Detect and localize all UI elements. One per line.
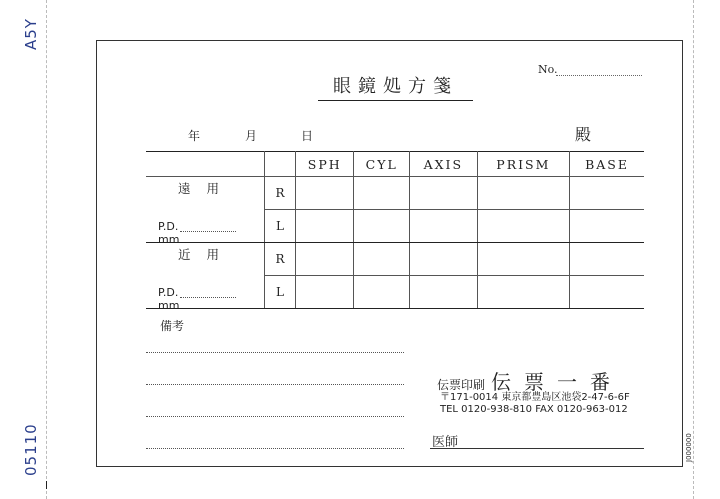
column-header-cyl: CYL (354, 152, 410, 177)
addressee-label: 殿 (575, 125, 592, 144)
form-title: 眼鏡処方箋 (318, 72, 473, 101)
right-margin (693, 0, 695, 499)
near-pd-field[interactable] (158, 286, 258, 312)
column-header-prism: PRISM (477, 152, 569, 177)
near-pd-cell (146, 276, 265, 312)
distance-r-sph-field[interactable] (296, 177, 354, 210)
remarks-line-2[interactable] (146, 384, 404, 385)
issuer-name: 伝票一番 (491, 370, 624, 394)
doctor-signature-field[interactable] (430, 448, 644, 449)
remarks-label: 備考 (160, 319, 185, 333)
number-field[interactable] (556, 75, 642, 76)
distance-l-cyl-field[interactable] (354, 210, 410, 243)
near-r-prism-field[interactable] (477, 243, 569, 276)
remarks-line-4[interactable] (146, 448, 404, 449)
remarks-line-3[interactable] (146, 416, 404, 417)
doctor-label: 医師 (432, 435, 459, 450)
distance-use-label: 遠用 (178, 181, 236, 196)
pd-label: P.D. (158, 285, 179, 299)
prescription-table (146, 151, 644, 312)
form-code-bottom: 05110 (22, 423, 40, 476)
issuer-address: 〒171-0014 東京都豊島区池袋2-47-6-6F (440, 392, 630, 403)
near-r-cyl-field[interactable] (354, 243, 410, 276)
distance-pd-cell (146, 210, 265, 246)
near-l-axis-field[interactable] (409, 276, 477, 309)
date-day-label: 日 (301, 129, 314, 143)
issuer-contact (440, 392, 630, 416)
near-r-base-field[interactable] (570, 243, 644, 276)
near-l-prism-field[interactable] (477, 276, 569, 309)
near-l-sph-field[interactable] (296, 276, 354, 309)
table-row (146, 243, 644, 276)
cut-mark (46, 481, 47, 489)
column-header-base: BASE (570, 152, 644, 177)
near-l-cyl-field[interactable] (354, 276, 410, 309)
eye-label: L (265, 210, 296, 243)
column-header-sph: SPH (296, 152, 354, 177)
pd-dotted-line (180, 231, 236, 232)
issuer-label: 伝票印刷 (437, 378, 486, 392)
number-label: No. (538, 63, 558, 76)
header-eye-cell (265, 152, 296, 177)
distance-l-prism-field[interactable] (477, 210, 569, 243)
distance-l-axis-field[interactable] (409, 210, 477, 243)
near-l-base-field[interactable] (570, 276, 644, 309)
distance-l-sph-field[interactable] (296, 210, 354, 243)
distance-r-cyl-field[interactable] (354, 177, 410, 210)
near-r-axis-field[interactable] (409, 243, 477, 276)
distance-r-prism-field[interactable] (477, 177, 569, 210)
table-row (146, 276, 644, 309)
header-blank-cell (146, 152, 265, 177)
distance-l-base-field[interactable] (570, 210, 644, 243)
remarks-line-1[interactable] (146, 352, 404, 353)
eye-label: L (265, 276, 296, 309)
near-r-sph-field[interactable] (296, 243, 354, 276)
distance-use-cell (146, 177, 265, 210)
column-header-axis: AXIS (409, 152, 477, 177)
issuer-block (437, 366, 623, 395)
table-header-row (146, 152, 644, 177)
pd-unit: mm (158, 298, 180, 312)
date-month-label: 月 (245, 129, 258, 143)
table-row (146, 210, 644, 243)
product-code: J000000 (685, 433, 693, 462)
pd-unit: mm (158, 232, 180, 246)
distance-r-base-field[interactable] (570, 177, 644, 210)
eye-label: R (265, 243, 296, 276)
eye-label: R (265, 177, 296, 210)
date-year-label: 年 (188, 129, 201, 143)
form-code-top: A5Y (22, 18, 40, 50)
issuer-phone: TEL 0120-938-810 FAX 0120-963-012 (440, 404, 628, 415)
table-row (146, 177, 644, 210)
near-use-label: 近用 (178, 247, 236, 262)
pd-dotted-line (180, 297, 236, 298)
near-use-cell (146, 243, 265, 276)
distance-r-axis-field[interactable] (409, 177, 477, 210)
pd-label: P.D. (158, 219, 179, 233)
